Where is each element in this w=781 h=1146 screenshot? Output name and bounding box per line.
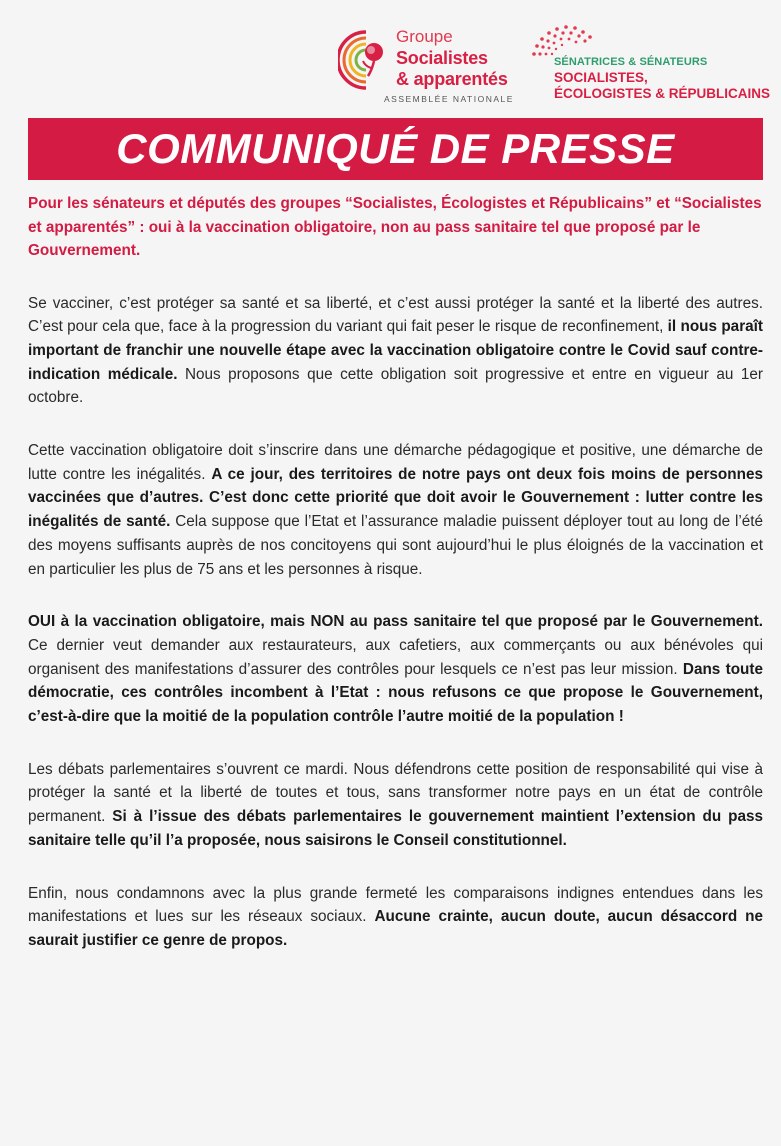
paragraph-4-bold: Si à l’issue des débats parlementaires le gouvernement maintient l’extension du pass sanitaire telle qu’il l’a proposée, nous saisirons le Conseil constitutionnel. <box>28 808 763 849</box>
logo-left-line4: ASSEMBLÉE NATIONALE <box>384 94 514 104</box>
press-release-banner <box>28 118 763 180</box>
paragraph-1-text-a: Se vacciner, c’est protéger sa santé et sa liberté, et c’est aussi protéger la santé et la liberté des autres. C’est pour cela que, face à la progression du variant qui fait peser le risque de reconfinement, <box>28 294 763 336</box>
logo-right-line1: SÉNATRICES & SÉNATEURS <box>554 56 708 68</box>
logo-left-line1: Groupe <box>396 27 453 46</box>
paragraph-2-bold: A ce jour, des territoires de notre pays ont deux fois moins de personnes vaccinées que d’autres. C’est donc cette priorité que doit avoir le Gouvernement : lutter contre les inégalités de santé. <box>28 465 763 531</box>
paragraph-1-text-c: Nous proposons que cette obligation soit progressive et entre en vigueur au 1er octobre. <box>28 365 763 407</box>
paragraph-2-text-a: Cette vaccination obligatoire doit s’inscrire dans une démarche pédagogique et positive, une démarche de lutte contre les inégalités. <box>28 442 763 483</box>
paragraph-1-bold: il nous paraît important de franchir une nouvelle étape avec la vaccination obligatoire contre le Covid sauf contre-indication médicale. <box>28 318 763 383</box>
paragraph-2 <box>28 439 763 581</box>
paragraph-5-bold: Aucune crainte, aucun doute, aucun désaccord ne saurait justifier ce genre de propos. <box>28 908 763 949</box>
paragraph-3-bold-a: OUI à la vaccination obligatoire, mais NON au pass sanitaire tel que proposé par le Gouvernement. <box>28 613 763 631</box>
paragraph-3-text-b: Ce dernier veut demander aux restaurateurs, aux cafetiers, aux commerçants ou aux bénévoles qui organisent des manifestations d’assurer des contrôles pour lesquels ce n’est pas leur mission. <box>28 636 763 678</box>
paragraph-2-text-c: Cela suppose que l’Etat et l’assurance maladie puissent déployer tout au long de l’été des moyens suffisants auprès de nos concitoyens qui sont aujourd’hui le plus éloignés de la vaccination et en particulier les plus de 75 ans et les personnes à risque. <box>28 513 764 578</box>
paragraph-1 <box>28 292 763 411</box>
logo-right-line2: SOCIALISTES, <box>554 70 648 85</box>
header <box>0 18 781 108</box>
socialistes-group-logo <box>338 24 518 108</box>
rose-logo-icon <box>338 26 394 96</box>
paragraph-5 <box>28 882 763 953</box>
paragraph-4-text-a: Les débats parlementaires s’ouvrent ce mardi. Nous défendrons cette position de responsabilité qui vise à protéger la santé et la liberté de toutes et tous, sans transformer notre pays en un état de contrôle permanent. <box>28 760 763 826</box>
banner-title: COMMUNIQUÉ DE PRESSE <box>116 125 675 172</box>
document-body <box>28 192 763 982</box>
paragraph-5-text-a: Enfin, nous condamnons avec la plus grande fermeté les comparaisons indignes entendues dans les manifestations et lues sur les réseaux sociaux. <box>28 884 763 926</box>
paragraph-3 <box>28 610 763 729</box>
logo-right-line3: ÉCOLOGISTES & RÉPUBLICAINS <box>554 86 771 101</box>
logo-left-line3: & apparentés <box>396 69 508 89</box>
paragraph-3-bold-c: Dans toute démocratie, ces contrôles incombent à l’Etat : nous refusons ce que propose le Gouvernement, c’est-à-dire que la moitié de la population contrôle l’autre moitié de la population ! <box>28 660 763 726</box>
lead-statement: Pour les sénateurs et députés des groupes “Socialistes, Écologistes et Républicains” et “Socialistes et apparentés” : oui à la vaccination obligatoire, non au pass sanitaire tel que proposé par le Gouvernement. <box>28 195 762 259</box>
paragraph-4 <box>28 758 763 853</box>
logo-left-line2: Socialistes <box>396 48 488 68</box>
senate-group-logo <box>524 24 774 104</box>
